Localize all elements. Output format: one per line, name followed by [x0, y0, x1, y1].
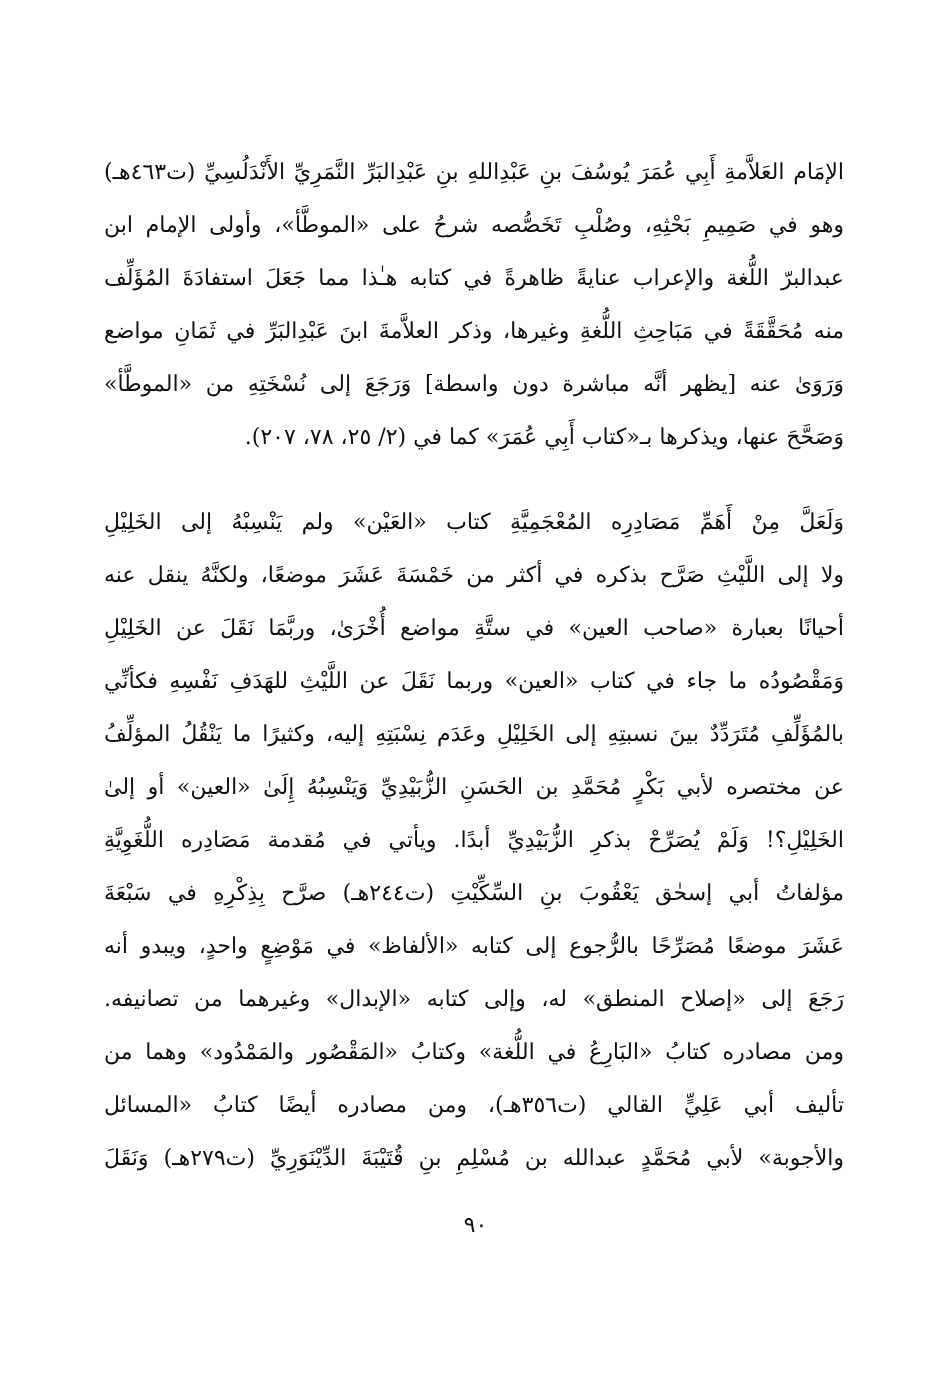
text-line: بالمُؤَلِّفِ مُتَرَدِّدٌ بينَ نسبتِهِ إلى الخَلِيْلِ وعَدَم نِسْبَتِهِ إليه، وكثيرًا ما يَنْقُلُ المؤلِّفُ	[104, 722, 844, 747]
text-line: وَلَعَلَّ مِنْ أَهَمِّ مَصَادِرِه المُعْجَمِيَّةِ كتاب «العَيْن» ولم يَنْسِبْهُ إلى الخَلِيْلِ	[104, 510, 844, 535]
text-line: منه مُحَقَّقَةً في مَبَاحِثِ اللُّغةِ وغيرها، وذكر العلاَّمةَ ابنَ عَبْدِالبَرِّ في ثَمَانِ مواضع	[104, 319, 844, 344]
text-line: أحيانًا بعبارة «صاحب العين» في ستَّةِ مواضع أُخْرَىٰ، وربَّمَا نَقَلَ عن الخَلِيْلِ	[104, 616, 844, 641]
text-line: ولا إلى اللَّيْثِ صَرَّح بذكره في أكثر من خَمْسَةَ عَشَرَ موضعًا، ولكنَّهُ ينقل عنه	[104, 563, 844, 588]
text-line: وَصَحَّحَ عنها، ويذكرها بـ«كتاب أَبِي عُمَرَ» كما في (٢/ ٢٥، ٧٨، ٢٠٧).	[244, 425, 844, 450]
text-line: وَرَوَىٰ عنه [يظهر أنَّه مباشرة دون واسطة] وَرَجَعَ إلى نُسْخَتِهِ من «الموطَّأ»	[104, 372, 844, 397]
text-line: مؤلفاتُ أبي إسحٰق يَعْقُوبَ بنِ السِّكِّيْتِ (ت٢٤٤هـ) صرَّح بِذِكْرِهِ في سَبْعَةَ	[104, 881, 844, 906]
text-line: وهو في صَمِيمِ بَحْثِهِ، وصُلْبِ تَخَصُّصه شرحُ على «الموطَّأ»، وأولى الإمام ابن	[104, 213, 844, 238]
paragraph-2	[104, 496, 844, 1185]
text-line: الخَلِيْلِ؟! وَلَمْ يُصَرِّحْ بذكرِ الزُّبَيْدِيِّ أبدًا. ويأتي في مُقدمة مَصَادِره اللُّغَوِيَّةِ	[104, 828, 844, 853]
paragraph-1	[104, 146, 844, 464]
text-line: ومن مصادره كتابُ «البَارِعُ في اللُّغة» وكتابُ «المَقْصُور والمَمْدُود» وهما من	[104, 1040, 844, 1065]
page-number: ٩٠	[463, 1213, 488, 1238]
text-line: والأجوبة» لأبي مُحَمَّدٍ عبدالله بن مُسْلِمِ بنِ قُتَيْبَةَ الدِّيْنَوَرِيِّ (ت٢٧٩هـ) وَنَقَلَ	[104, 1146, 844, 1171]
text-line: تأليف أبي عَلِيٍّ القالي (ت٣٥٦هـ)، ومن مصادره أيضًا كتابُ «المسائل	[104, 1093, 844, 1118]
text-line: وَمَقْصُودُه ما جاء في كتاب «العين» وربما نَقَلَ عن اللَّيْثِ للهَدَفِ نَفْسِهِ فكأنِّي	[104, 669, 844, 694]
text-line: عبدالبرّ اللُّغة والإعراب عنايةً ظاهرةً في كتابه هـٰذا مما جَعَلَ استفادَةَ المُؤَلِّف	[104, 266, 844, 291]
text-line: رَجَعَ إلى «إصلاح المنطق» له، وإلى كتابه «الإبدال» وغيرهما من تصانيفه.	[104, 987, 844, 1012]
text-line: عن مختصره لأبي بَكْرٍ مُحَمَّدِ بن الحَسَنِ الزُّبَيْدِيِّ وَيَنْسِبُهُ إِلَىٰ «العين» أو إلىٰ	[104, 775, 844, 800]
text-line: الإمَام العَلاَّمةِ أَبِي عُمَرَ يُوسُفَ بنِ عَبْدِاللهِ بنِ عَبْدِالبَرِّ النَّمَرِيِّ الأَنْدَلُسِيِّ (ت٤٦٣هـ)	[104, 160, 844, 185]
text-line: عَشَرَ موضعًا مُصَرِّحًا بالرُّجوع إلى كتابه «الألفاظ» في مَوْضِعٍ واحدٍ، ويبدو أنه	[104, 934, 844, 959]
